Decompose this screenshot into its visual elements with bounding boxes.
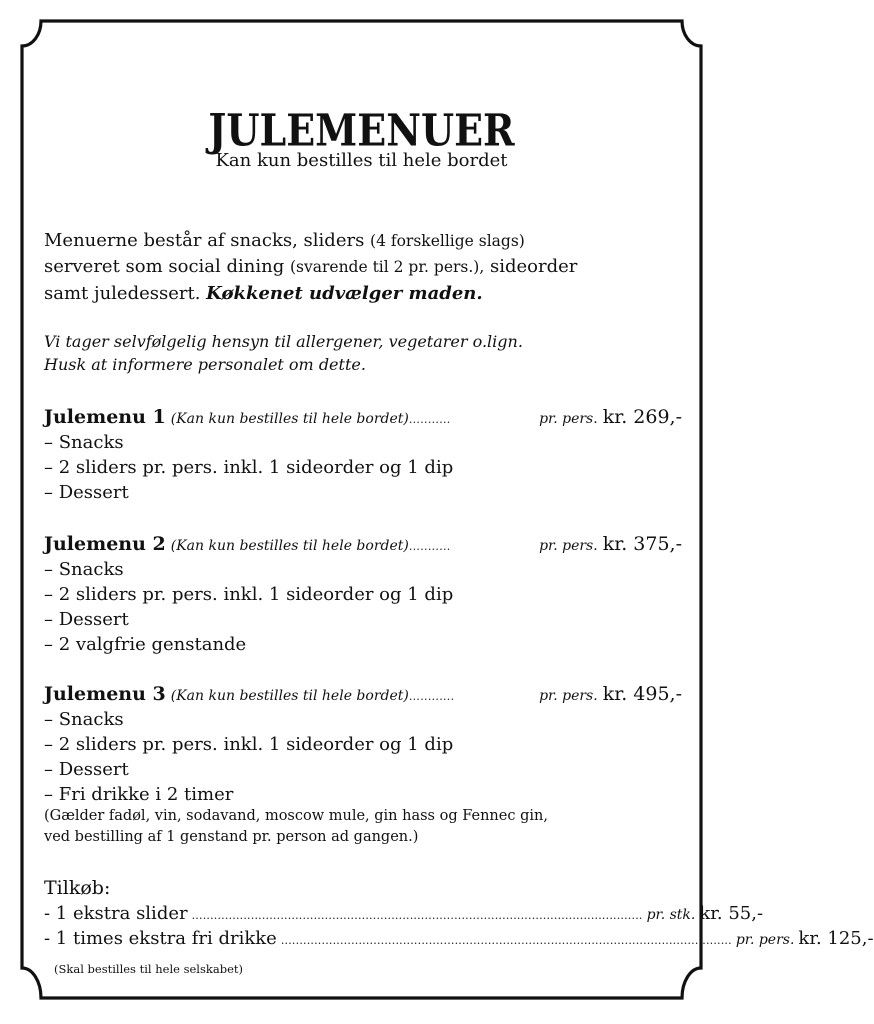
menu-3-leader: ............ (408, 690, 455, 703)
addon-label: - 1 times ekstra fri drikke (44, 928, 277, 949)
menu-1-item: – Dessert (44, 482, 129, 503)
menu-3-item: – Dessert (44, 759, 129, 780)
menu-3-fine-print: (Gælder fadøl, vin, sodavand, moscow mule, gin hass og Fennec gin, (44, 808, 548, 824)
allergen-notice-line-2: Husk at informere personalet om dette. (44, 355, 366, 374)
intro-text: serveret som social dining (44, 256, 290, 277)
addons-title: Tilkøb: (44, 877, 111, 899)
addon-price: kr. 125,- (798, 928, 874, 949)
page-title: JULEMENUER (208, 104, 515, 156)
addon-row (44, 928, 874, 949)
intro-line-1 (44, 230, 525, 251)
menu-3-header (44, 683, 682, 705)
menu-2-item: – Snacks (44, 559, 124, 580)
menu-2-item: – 2 sliders pr. pers. inkl. 1 sideorder og 1 dip (44, 584, 454, 605)
addon-unit: pr. stk. (646, 907, 696, 923)
intro-small-text: (svarende til 2 pr. pers.), (289, 258, 485, 276)
page-subtitle: Kan kun bestilles til hele bordet (215, 150, 508, 171)
addon-row (44, 903, 764, 924)
menu-1-header (44, 406, 682, 428)
addon-unit: pr. pers. (735, 932, 795, 948)
intro-emphasis: Køkkenet udvælger maden. (206, 283, 483, 304)
intro-text: sideorder (484, 256, 578, 277)
addons-footnote: (Skal bestilles til hele selskabet) (54, 962, 243, 976)
menu-3-item: – Fri drikke i 2 timer (44, 784, 234, 805)
addon-leader: .......................................................................................................................... (191, 909, 643, 922)
addon-label: - 1 ekstra slider (44, 903, 188, 924)
menu-2-unit: pr. pers. (539, 538, 598, 554)
intro-small-text: (4 forskellige slags) (370, 232, 525, 250)
menu-3-item: – 2 sliders pr. pers. inkl. 1 sideorder og 1 dip (44, 734, 454, 755)
intro-line-2 (44, 256, 577, 277)
menu-1-item: – Snacks (44, 432, 124, 453)
allergen-notice-line-1: Vi tager selvfølgelig hensyn til allergener, vegetarer o.lign. (44, 332, 523, 351)
menu-1-price: kr. 269,- (602, 406, 682, 428)
menu-1-note: (Kan kun bestilles til hele bordet) (170, 411, 409, 427)
menu-2-item: – Dessert (44, 609, 129, 630)
intro-line-3 (44, 283, 483, 304)
addon-price: kr. 55,- (699, 903, 764, 924)
menu-3-item: – Snacks (44, 709, 124, 730)
menu-3-price: kr. 495,- (602, 683, 682, 705)
menu-2-price: kr. 375,- (602, 533, 682, 555)
intro-text: samt juledessert. (44, 283, 207, 304)
menu-2-item: – 2 valgfrie genstande (44, 634, 247, 655)
menu-1-name: Julemenu 1 (44, 406, 166, 428)
addon-leader: .......................................................................................................................... (280, 934, 732, 947)
menu-1-leader: ........... (408, 413, 451, 426)
menu-3-note: (Kan kun bestilles til hele bordet) (170, 688, 409, 704)
menu-3-name: Julemenu 3 (44, 683, 166, 705)
intro-text: Menuerne består af snacks, sliders (44, 230, 371, 251)
menu-1-item: – 2 sliders pr. pers. inkl. 1 sideorder og 1 dip (44, 457, 454, 478)
menu-2-note: (Kan kun bestilles til hele bordet) (170, 538, 409, 554)
menu-1-unit: pr. pers. (539, 411, 598, 427)
menu-2-leader: ........... (408, 540, 451, 553)
menu-2-name: Julemenu 2 (44, 533, 166, 555)
menu-2-header (44, 533, 682, 555)
menu-3-fine-print: ved bestilling af 1 genstand pr. person ad gangen.) (44, 829, 419, 845)
menu-3-unit: pr. pers. (539, 688, 598, 704)
